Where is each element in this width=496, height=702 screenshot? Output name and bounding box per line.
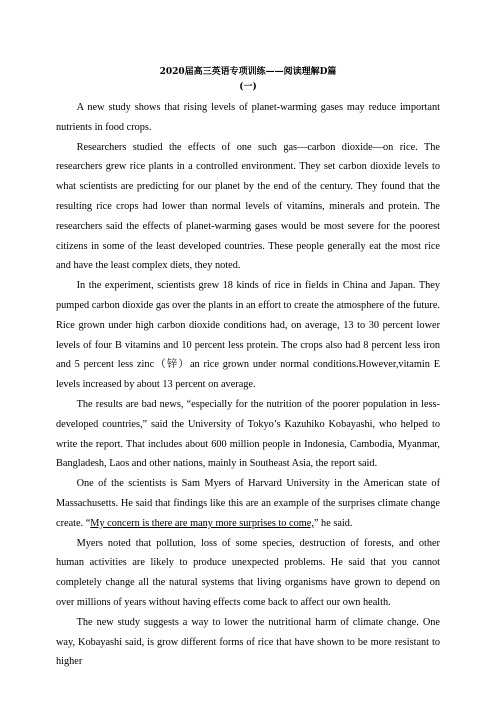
section-number: (一): [239, 82, 257, 92]
paragraph-text: One of the scientists is Sam Myers of Harvard University in the American state of Massachusetts. He said that findings like this are an example of the surprises climate change create. “: [56, 478, 440, 529]
paragraph: Myers noted that pollution, loss of some species, destruction of forests, and other human activities are likely to produce unexpected problems. He said that you cannot completely change all the natural systems that living organisms have grown to depend on over millions of years without having effects come back to affect our own health.: [56, 537, 440, 608]
underlined-quote: My concern is there are many more surprises to come,: [90, 517, 314, 529]
paragraph: Researchers studied the effects of one such gas—carbon dioxide—on rice. The researchers grew rice plants in a controlled environment. They set carbon dioxide levels to what scientists are predicting for our planet by the end of the century. They found that the resulting rice crops had lower than normal levels of vitamins, minerals and protein. The researchers said the effects of planet-warming gases would be most severe for the poorest citizens in some of the least developed countries. These people generally eat the most rice and have the least complex diets, they noted.: [56, 141, 440, 272]
paragraph: The new study suggests a way to lower the nutritional harm of climate change. One way, Kobayashi said, is grow different forms of rice that have shown to be more resistant to higher: [56, 616, 440, 668]
paragraph-text: ” he said.: [313, 517, 353, 529]
paragraph: In the experiment, scientists grew 18 kinds of rice in fields in China and Japan. They pumped carbon dioxide gas over the plants in an effort to create the atmosphere of the future. Rice grown under high carbon dioxide conditions had, on average, 13 to 30 percent lower levels of four B vitamins and 10 percent less protein. The crops also had 8 percent less iron and 5 percent less zinc（锌）an rice grown under normal conditions.However,vitamin E levels increased by about 13 percent on average.: [56, 280, 440, 391]
paragraph: The results are bad news, “especially for the nutrition of the poorer population in less-developed countries,” said the University of Tokyo’s Kazuhiko Kobayashi, who helped to write the report. That includes about 600 million people in Indonesia, Cambodia, Myanmar, Bangladesh, Laos and other nations, mainly in Southeast Asia, the report said.: [56, 398, 440, 470]
document-title: 2020届高三英语专项训练——阅读理解D篇: [159, 67, 337, 77]
paragraph: A new study shows that rising levels of planet-warming gases may reduce important nutrients in food crops.: [56, 102, 440, 133]
paragraph: [56, 474, 440, 533]
article-body: [56, 98, 440, 672]
